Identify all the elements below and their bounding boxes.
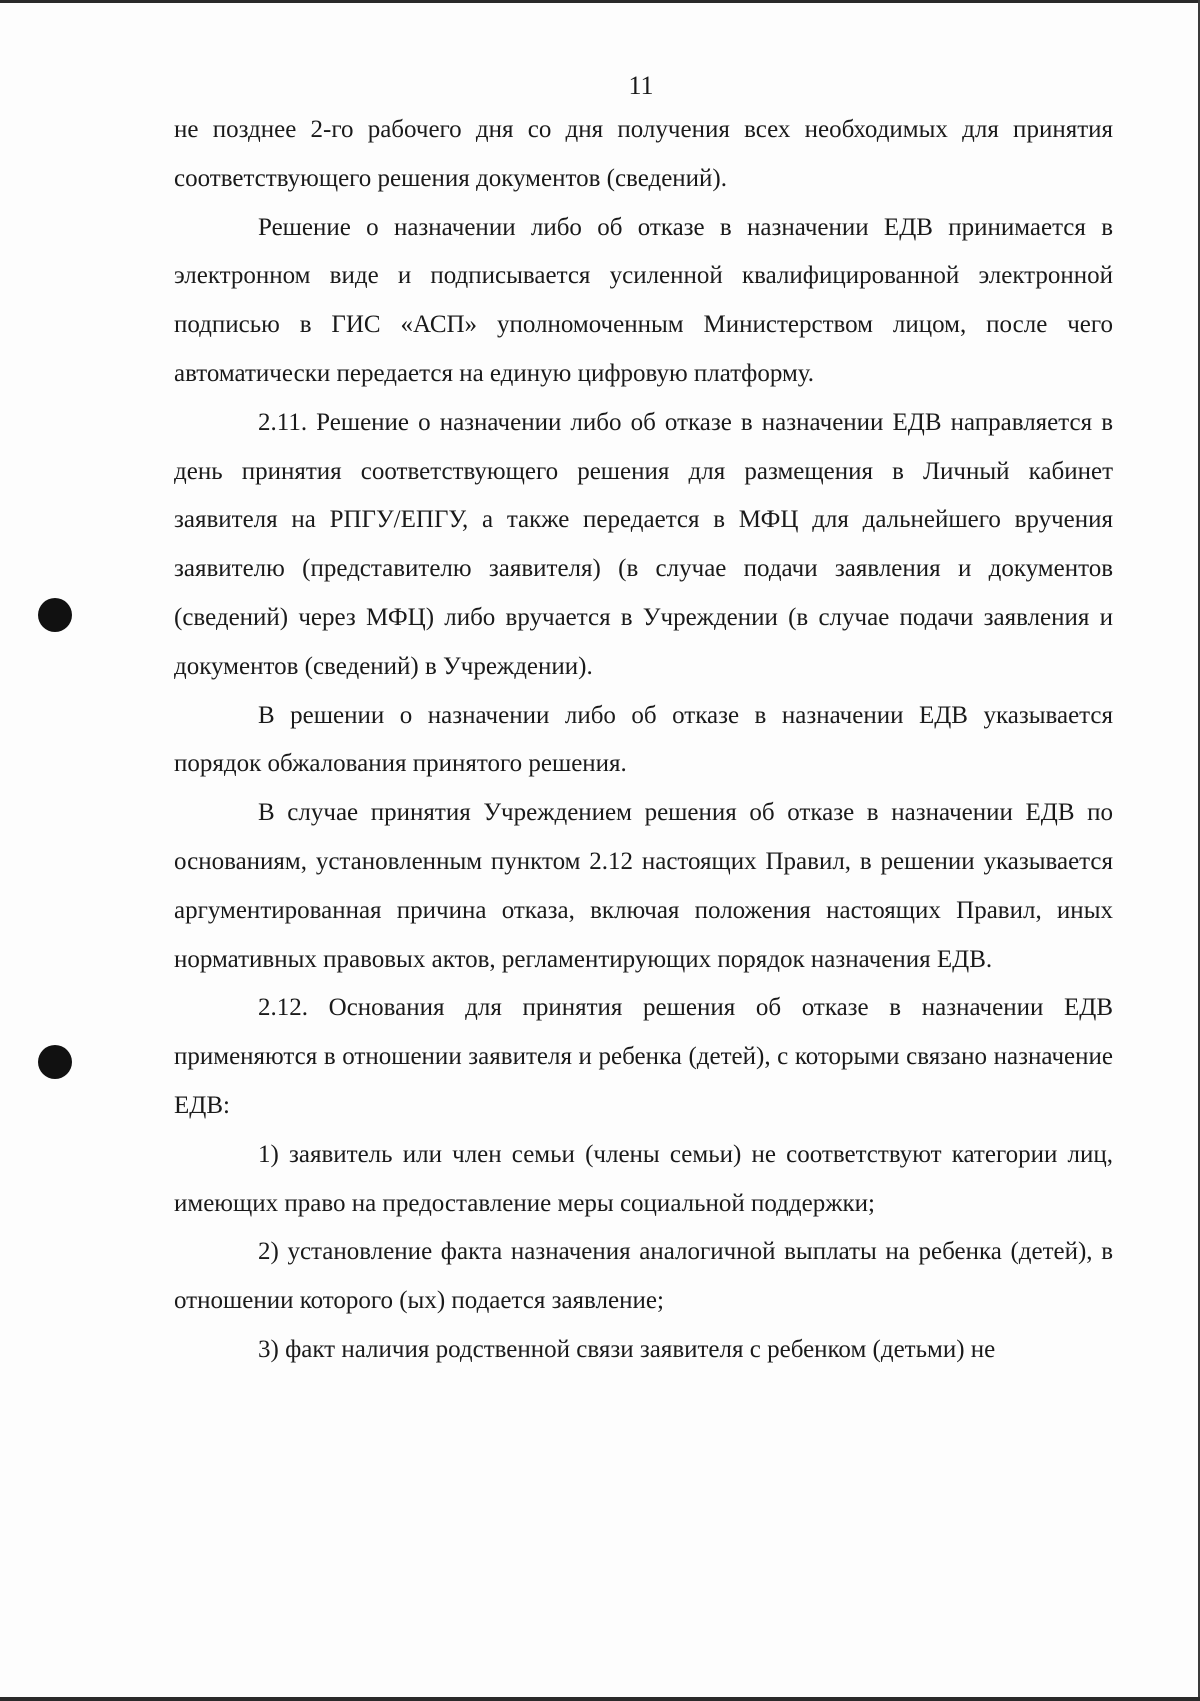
scan-edge-top <box>0 0 1200 3</box>
list-item-3: 3) факт наличия родственной связи заявителя с ребенком (детьми) не <box>258 1335 996 1363</box>
paragraph: Решение о назначении либо об отказе в назначении ЕДВ принимается в электронном виде и подписывается усиленной квалифицированной электронной подписью в ГИС «АСП» уполномоченным Министерством лицом, после чего автоматически передается на единую цифровую платформу. <box>174 213 1113 387</box>
scan-edge-bottom <box>0 1697 1200 1701</box>
paragraph: В решении о назначении либо об отказе в назначении ЕДВ указывается порядок обжалования принятого решения. <box>174 701 1113 778</box>
punch-hole-icon <box>38 598 72 632</box>
paragraph-2-11: 2.11. Решение о назначении либо об отказе в назначении ЕДВ направляется в день принятия соответствующего решения для размещения в Личный кабинет заявителя на РПГУ/ЕПГУ, а также передается в МФЦ для дальнейшего вручения заявителю (представителю заявителя) (в случае подачи заявления и документов (сведений) через МФЦ) либо вручается в Учреждении (в случае подачи заявления и документов (сведений) в Учреждении). <box>174 408 1113 680</box>
page-number: 11 <box>628 71 654 100</box>
paragraph-continuation: не позднее 2-го рабочего дня со дня получения всех необходимых для принятия соответствующего решения документов (сведений). <box>174 116 1113 192</box>
punch-hole-icon <box>38 1045 72 1079</box>
list-item-1: 1) заявитель или член семьи (члены семьи) не соответствуют категории лиц, имеющих право на предоставление меры социальной поддержки; <box>174 1140 1113 1217</box>
paragraph-2-12: 2.12. Основания для принятия решения об отказе в назначении ЕДВ применяются в отношении заявителя и ребенка (детей), с которыми связано назначение ЕДВ: <box>174 994 1113 1119</box>
paragraph: В случае принятия Учреждением решения об отказе в назначении ЕДВ по основаниям, установленным пунктом 2.12 настоящих Правил, в решении указывается аргументированная причина отказа, включая положения настоящих Правил, иных нормативных правовых актов, регламентирующих порядок назначения ЕДВ. <box>174 799 1113 973</box>
document-body <box>174 106 1113 1375</box>
list-item-2: 2) установление факта назначения аналогичной выплаты на ребенка (детей), в отношении которого (ых) подается заявление; <box>174 1238 1113 1315</box>
